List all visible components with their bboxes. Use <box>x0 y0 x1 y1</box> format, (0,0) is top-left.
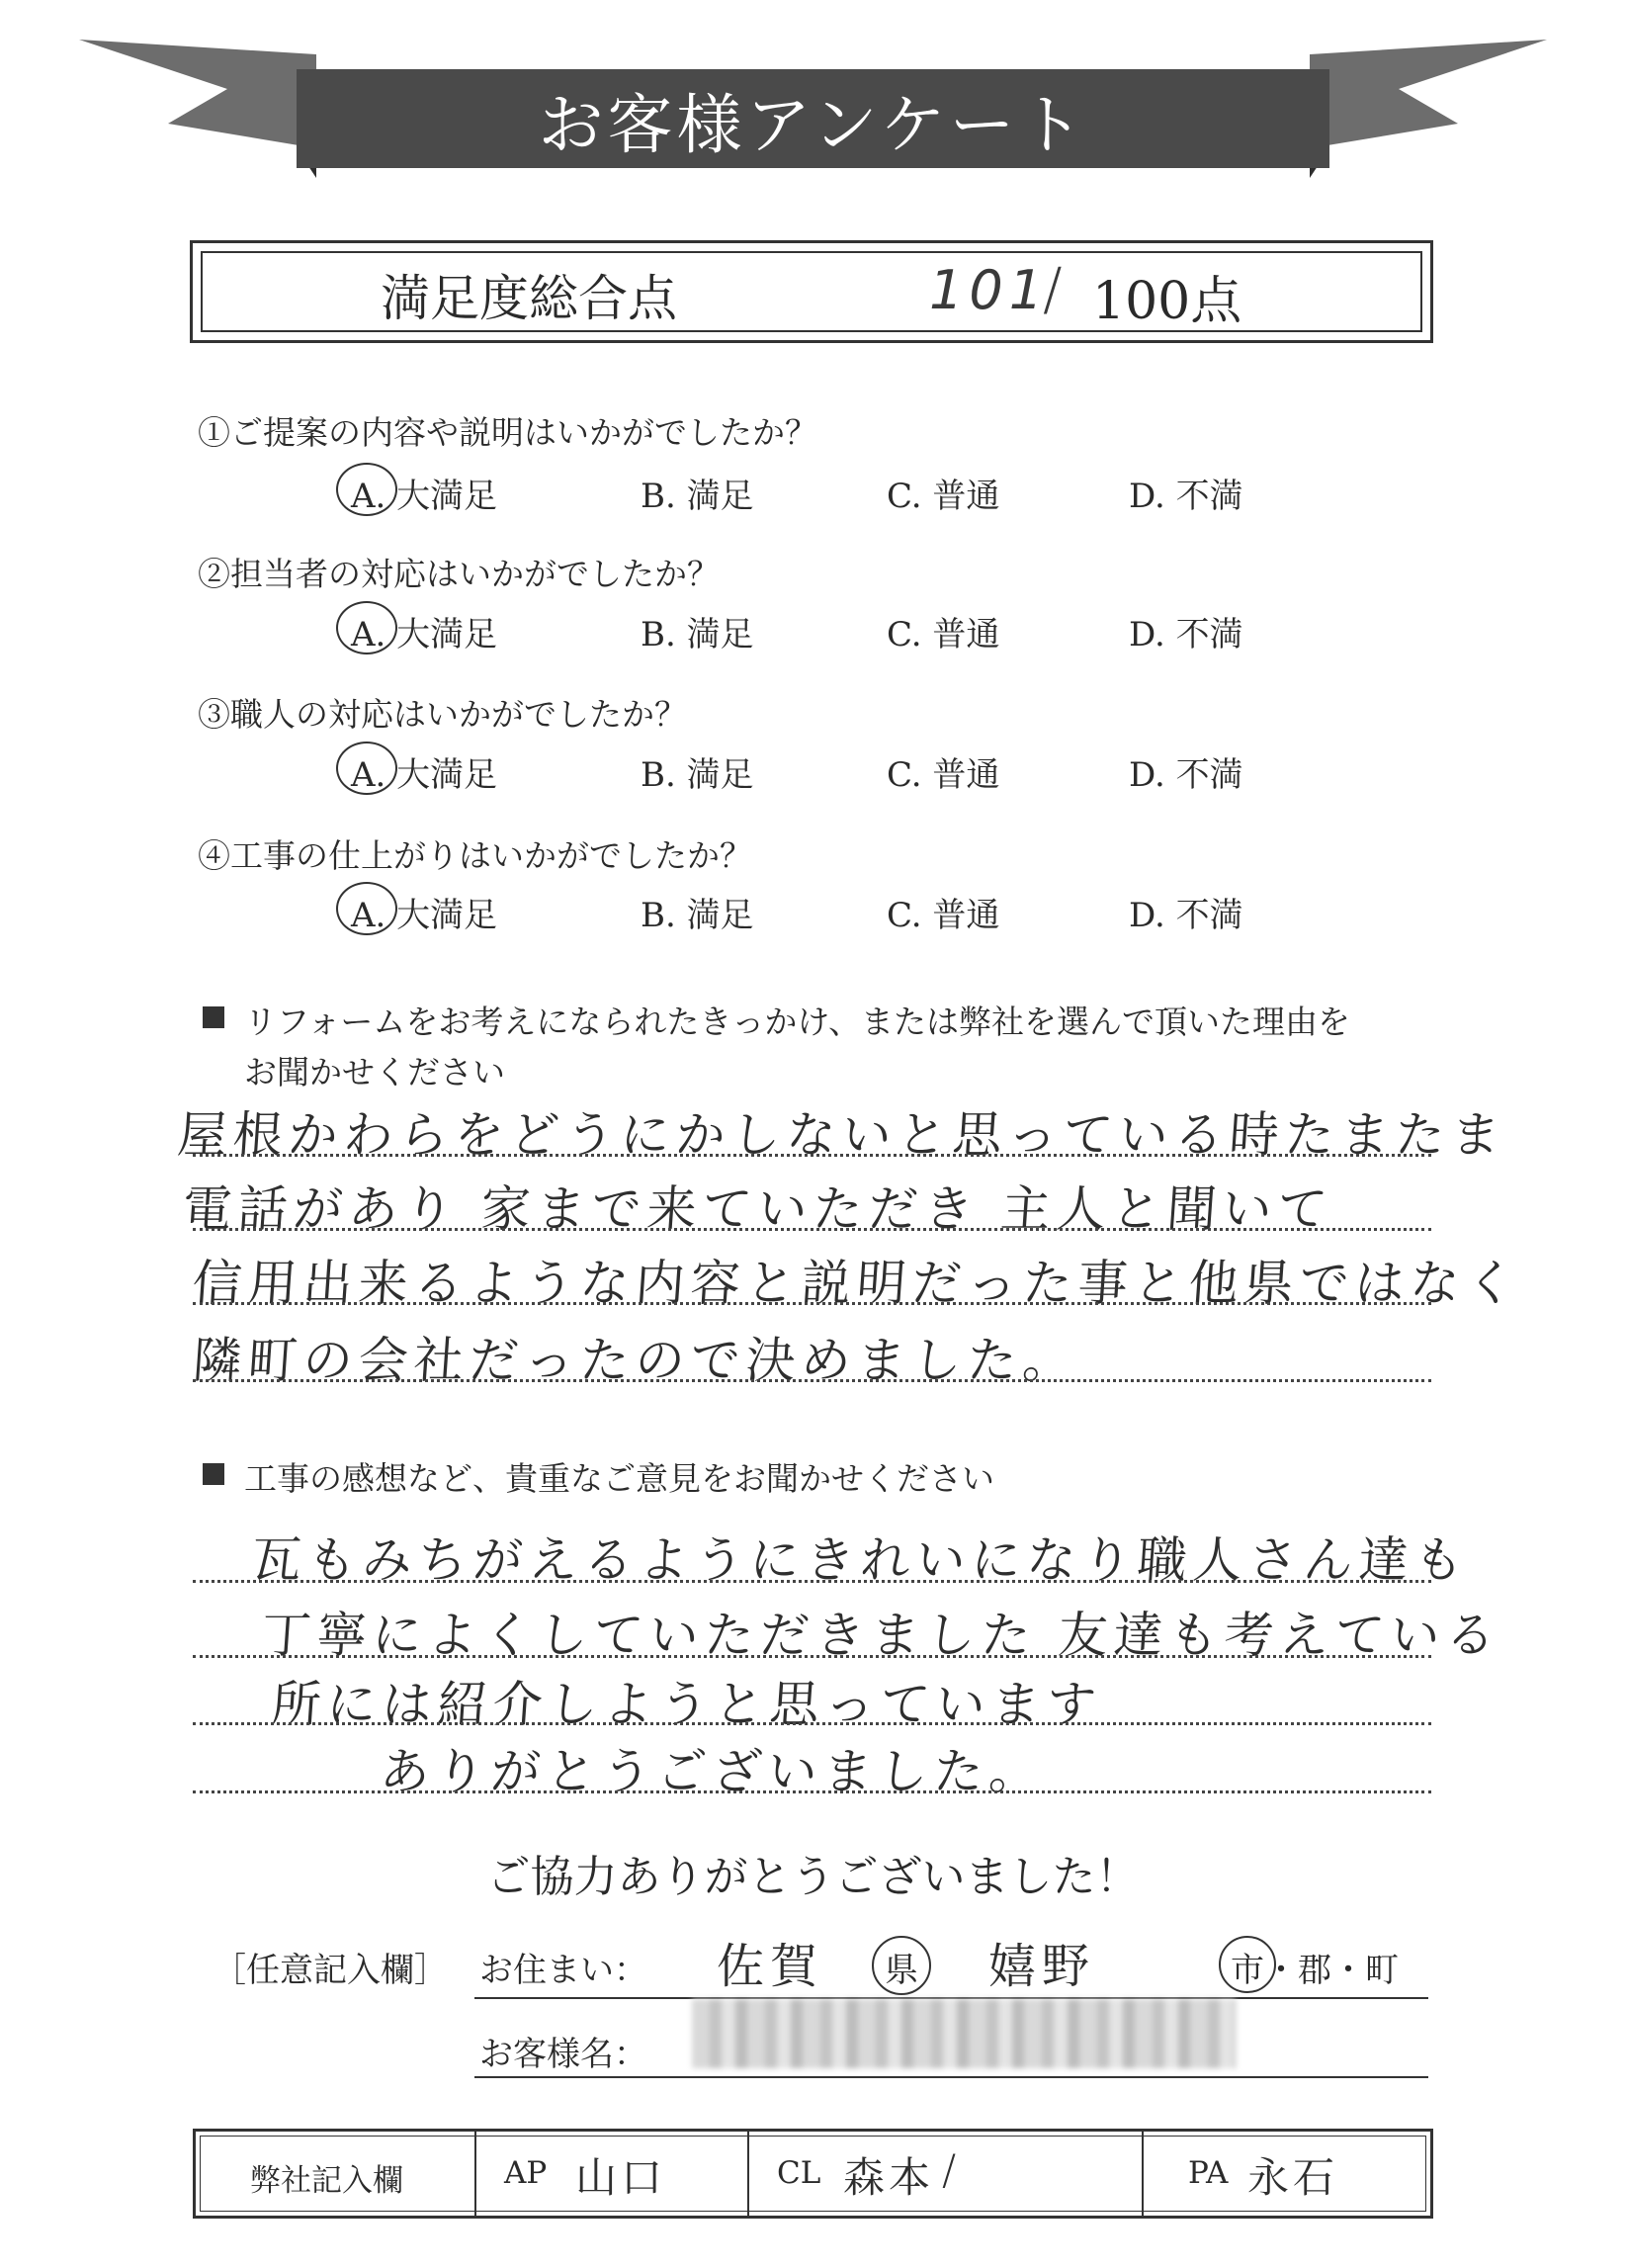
impressions-answer-line-2: 丁寧によくしていただきました 友達も考えている <box>259 1607 1503 1664</box>
q3-option-a[interactable]: A. 大満足 <box>351 755 498 795</box>
q2-option-d[interactable]: D. 不満 <box>1129 615 1243 654</box>
impressions-dotted-line-1 <box>193 1580 1431 1583</box>
score-total: 100点 <box>1092 272 1242 331</box>
city-type-options: 市・郡・町 <box>1231 1951 1399 1990</box>
cl-handwritten: 森本 <box>843 2153 935 2202</box>
impressions-answer-line-1: 瓦もみちがえるようにきれいになり職人さん達も <box>249 1531 1472 1589</box>
impressions-dotted-line-2 <box>193 1655 1431 1658</box>
ap-handwritten: 山口 <box>575 2153 667 2202</box>
score-label: 満足度総合点 <box>381 270 677 327</box>
staff-section-label: 弊社記入欄 <box>250 2163 403 2199</box>
q2-option-c[interactable]: C. 普通 <box>887 615 1000 654</box>
reason-dotted-line-3 <box>193 1302 1431 1305</box>
q1-option-d[interactable]: D. 不満 <box>1129 477 1243 516</box>
reason-answer-line-1: 屋根かわらをどうにかしないと思っている時たまたま <box>175 1106 1508 1164</box>
pa-label: PA <box>1188 2155 1229 2191</box>
score-slash: / <box>1043 255 1063 322</box>
optional-section-label: ［任意記入欄］ <box>213 1951 448 1990</box>
pa-handwritten: 永石 <box>1247 2153 1339 2202</box>
q4-option-a[interactable]: A. 大満足 <box>351 896 498 935</box>
customer-name-label: お客様名： <box>479 2035 647 2074</box>
impressions-prompt <box>203 1453 994 1500</box>
question-1: ①ご提案の内容や説明はいかがでしたか？ <box>198 413 817 452</box>
reason-prompt-line2: お聞かせください <box>244 1053 505 1091</box>
q4-option-b[interactable]: B. 満足 <box>641 896 754 935</box>
bullet-square-icon <box>203 1006 224 1028</box>
cl-slash: / <box>942 2145 961 2194</box>
q1-option-c[interactable]: C. 普通 <box>887 477 1000 516</box>
reason-prompt-line1: リフォームをお考えになられたきっかけ、または弊社を選んで頂いた理由を <box>244 1003 1351 1041</box>
q3-option-b[interactable]: B. 満足 <box>641 755 754 795</box>
survey-title: お客様アンケート <box>538 86 1088 163</box>
impressions-answer-line-4: ありがとうございました。 <box>378 1743 1047 1800</box>
reason-dotted-line-2 <box>193 1228 1431 1231</box>
reason-dotted-line-1 <box>193 1154 1431 1157</box>
reason-answer-line-3: 信用出来るような内容と説明だった事と他県ではなく <box>190 1255 1523 1312</box>
q4-option-c[interactable]: C. 普通 <box>887 896 1000 935</box>
ap-cell <box>476 2132 749 2216</box>
reason-answer-line-4: 隣町の会社だったので決めました。 <box>190 1332 1080 1389</box>
pa-cell <box>1144 2132 1430 2216</box>
impressions-dotted-line-3 <box>193 1722 1431 1725</box>
name-underline <box>474 2076 1428 2078</box>
question-3: ③職人の対応はいかがでしたか？ <box>198 695 687 734</box>
q3-option-c[interactable]: C. 普通 <box>887 755 1000 795</box>
q1-option-a[interactable]: A. 大満足 <box>351 477 498 516</box>
ap-label: AP <box>504 2155 548 2191</box>
reason-prompt <box>203 997 1350 1093</box>
q1-option-b[interactable]: B. 満足 <box>641 477 754 516</box>
ribbon-left-tail <box>79 40 316 148</box>
question-4: ④工事の仕上がりはいかがでしたか？ <box>198 836 752 875</box>
staff-table <box>193 2129 1433 2219</box>
ribbon-right-tail <box>1310 40 1547 148</box>
bullet-square-icon <box>203 1463 224 1485</box>
prefecture-unit: 県 <box>885 1951 918 1990</box>
q3-option-d[interactable]: D. 不満 <box>1129 755 1243 795</box>
score-box <box>190 240 1433 343</box>
q2-option-b[interactable]: B. 満足 <box>641 615 754 654</box>
thanks-message: ご協力ありがとうございました！ <box>486 1852 1140 1902</box>
cl-cell <box>749 2132 1144 2216</box>
impressions-prompt-text: 工事の感想など、貴重なご意見をお聞かせください <box>244 1459 994 1498</box>
score-handwritten-value: 101 <box>929 259 1050 321</box>
redacted-name <box>692 1999 1236 2068</box>
q2-option-a[interactable]: A. 大満足 <box>351 615 498 654</box>
impressions-answer-line-3: 所には紹介しようと思っています <box>269 1676 1104 1733</box>
impressions-dotted-line-4 <box>193 1790 1431 1793</box>
q4-option-d[interactable]: D. 不満 <box>1129 896 1243 935</box>
cl-label: CL <box>777 2155 821 2191</box>
staff-section-cell <box>196 2132 476 2216</box>
prefecture-handwritten: 佐賀 <box>717 1939 824 1994</box>
city-handwritten: 嬉野 <box>988 1939 1096 1994</box>
question-2: ②担当者の対応はいかがでしたか？ <box>198 555 720 593</box>
reason-dotted-line-4 <box>193 1379 1431 1382</box>
reason-answer-line-2: 電話があり 家まで来ていただき 主人と聞いて <box>180 1180 1335 1238</box>
address-label: お住まい： <box>479 1951 647 1990</box>
